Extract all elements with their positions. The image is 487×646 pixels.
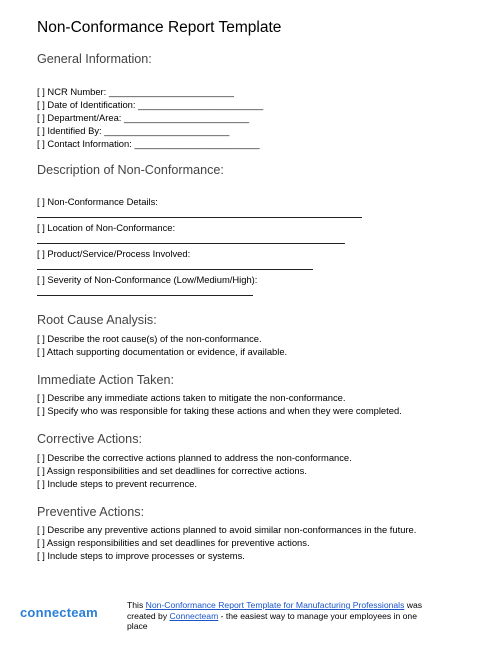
heading-preventive-actions: Preventive Actions:	[37, 505, 145, 519]
footer-text: This	[127, 600, 146, 610]
blank-line	[37, 295, 253, 296]
blank-line	[37, 243, 345, 244]
field-department-area: [ ] Department/Area: ________________________	[37, 112, 250, 123]
checklist-item: [ ] Specify who was responsible for taking these actions and when they were completed.	[37, 405, 402, 416]
blank-line	[37, 217, 362, 218]
connecteam-link[interactable]: Connecteam	[169, 610, 219, 621]
field-severity: [ ] Severity of Non-Conformance (Low/Medium/High):	[37, 274, 258, 285]
field-product-service-process: [ ] Product/Service/Process Involved:	[37, 248, 191, 259]
footer	[0, 600, 487, 640]
checklist-item: [ ] Assign responsibilities and set deadlines for preventive actions.	[37, 537, 310, 548]
field-identified-by: [ ] Identified By: ________________________	[37, 125, 230, 136]
footer-text: - the easiest way to manage your employees in one place	[127, 610, 417, 631]
checklist-item: [ ] Describe the root cause(s) of the non-conformance.	[37, 333, 262, 344]
field-date-of-identification: [ ] Date of Identification: ________________________	[37, 99, 264, 110]
checklist-item: [ ] Assign responsibilities and set deadlines for corrective actions.	[37, 465, 307, 476]
heading-corrective-actions: Corrective Actions:	[37, 432, 142, 446]
checklist-item: [ ] Describe any preventive actions planned to avoid similar non-conformances in the future.	[37, 524, 417, 535]
heading-description: Description of Non-Conformance:	[37, 163, 224, 177]
connecteam-logo[interactable]: connecteam	[20, 605, 98, 620]
field-contact-information: [ ] Contact Information: ________________________	[37, 138, 260, 149]
checklist-item: [ ] Include steps to improve processes or systems.	[37, 550, 245, 561]
field-non-conformance-details: [ ] Non-Conformance Details:	[37, 196, 158, 207]
footer-credit	[127, 600, 437, 632]
checklist-item: [ ] Describe the corrective actions planned to address the non-conformance.	[37, 452, 352, 463]
checklist-item: [ ] Attach supporting documentation or evidence, if available.	[37, 346, 288, 357]
blank-line	[37, 269, 313, 270]
checklist-item: [ ] Describe any immediate actions taken to mitigate the non-conformance.	[37, 392, 346, 403]
checklist-item: [ ] Include steps to prevent recurrence.	[37, 478, 197, 489]
page-title: Non-Conformance Report Template	[37, 19, 282, 36]
heading-root-cause: Root Cause Analysis:	[37, 313, 157, 327]
field-ncr-number: [ ] NCR Number: ________________________	[37, 86, 235, 97]
heading-general-information: General Information:	[37, 52, 152, 66]
heading-immediate-action: Immediate Action Taken:	[37, 373, 174, 387]
field-location: [ ] Location of Non-Conformance:	[37, 222, 176, 233]
template-link[interactable]: Non-Conformance Report Template for Manufacturing Professionals	[145, 600, 405, 610]
footer-text: was created by	[127, 600, 423, 621]
